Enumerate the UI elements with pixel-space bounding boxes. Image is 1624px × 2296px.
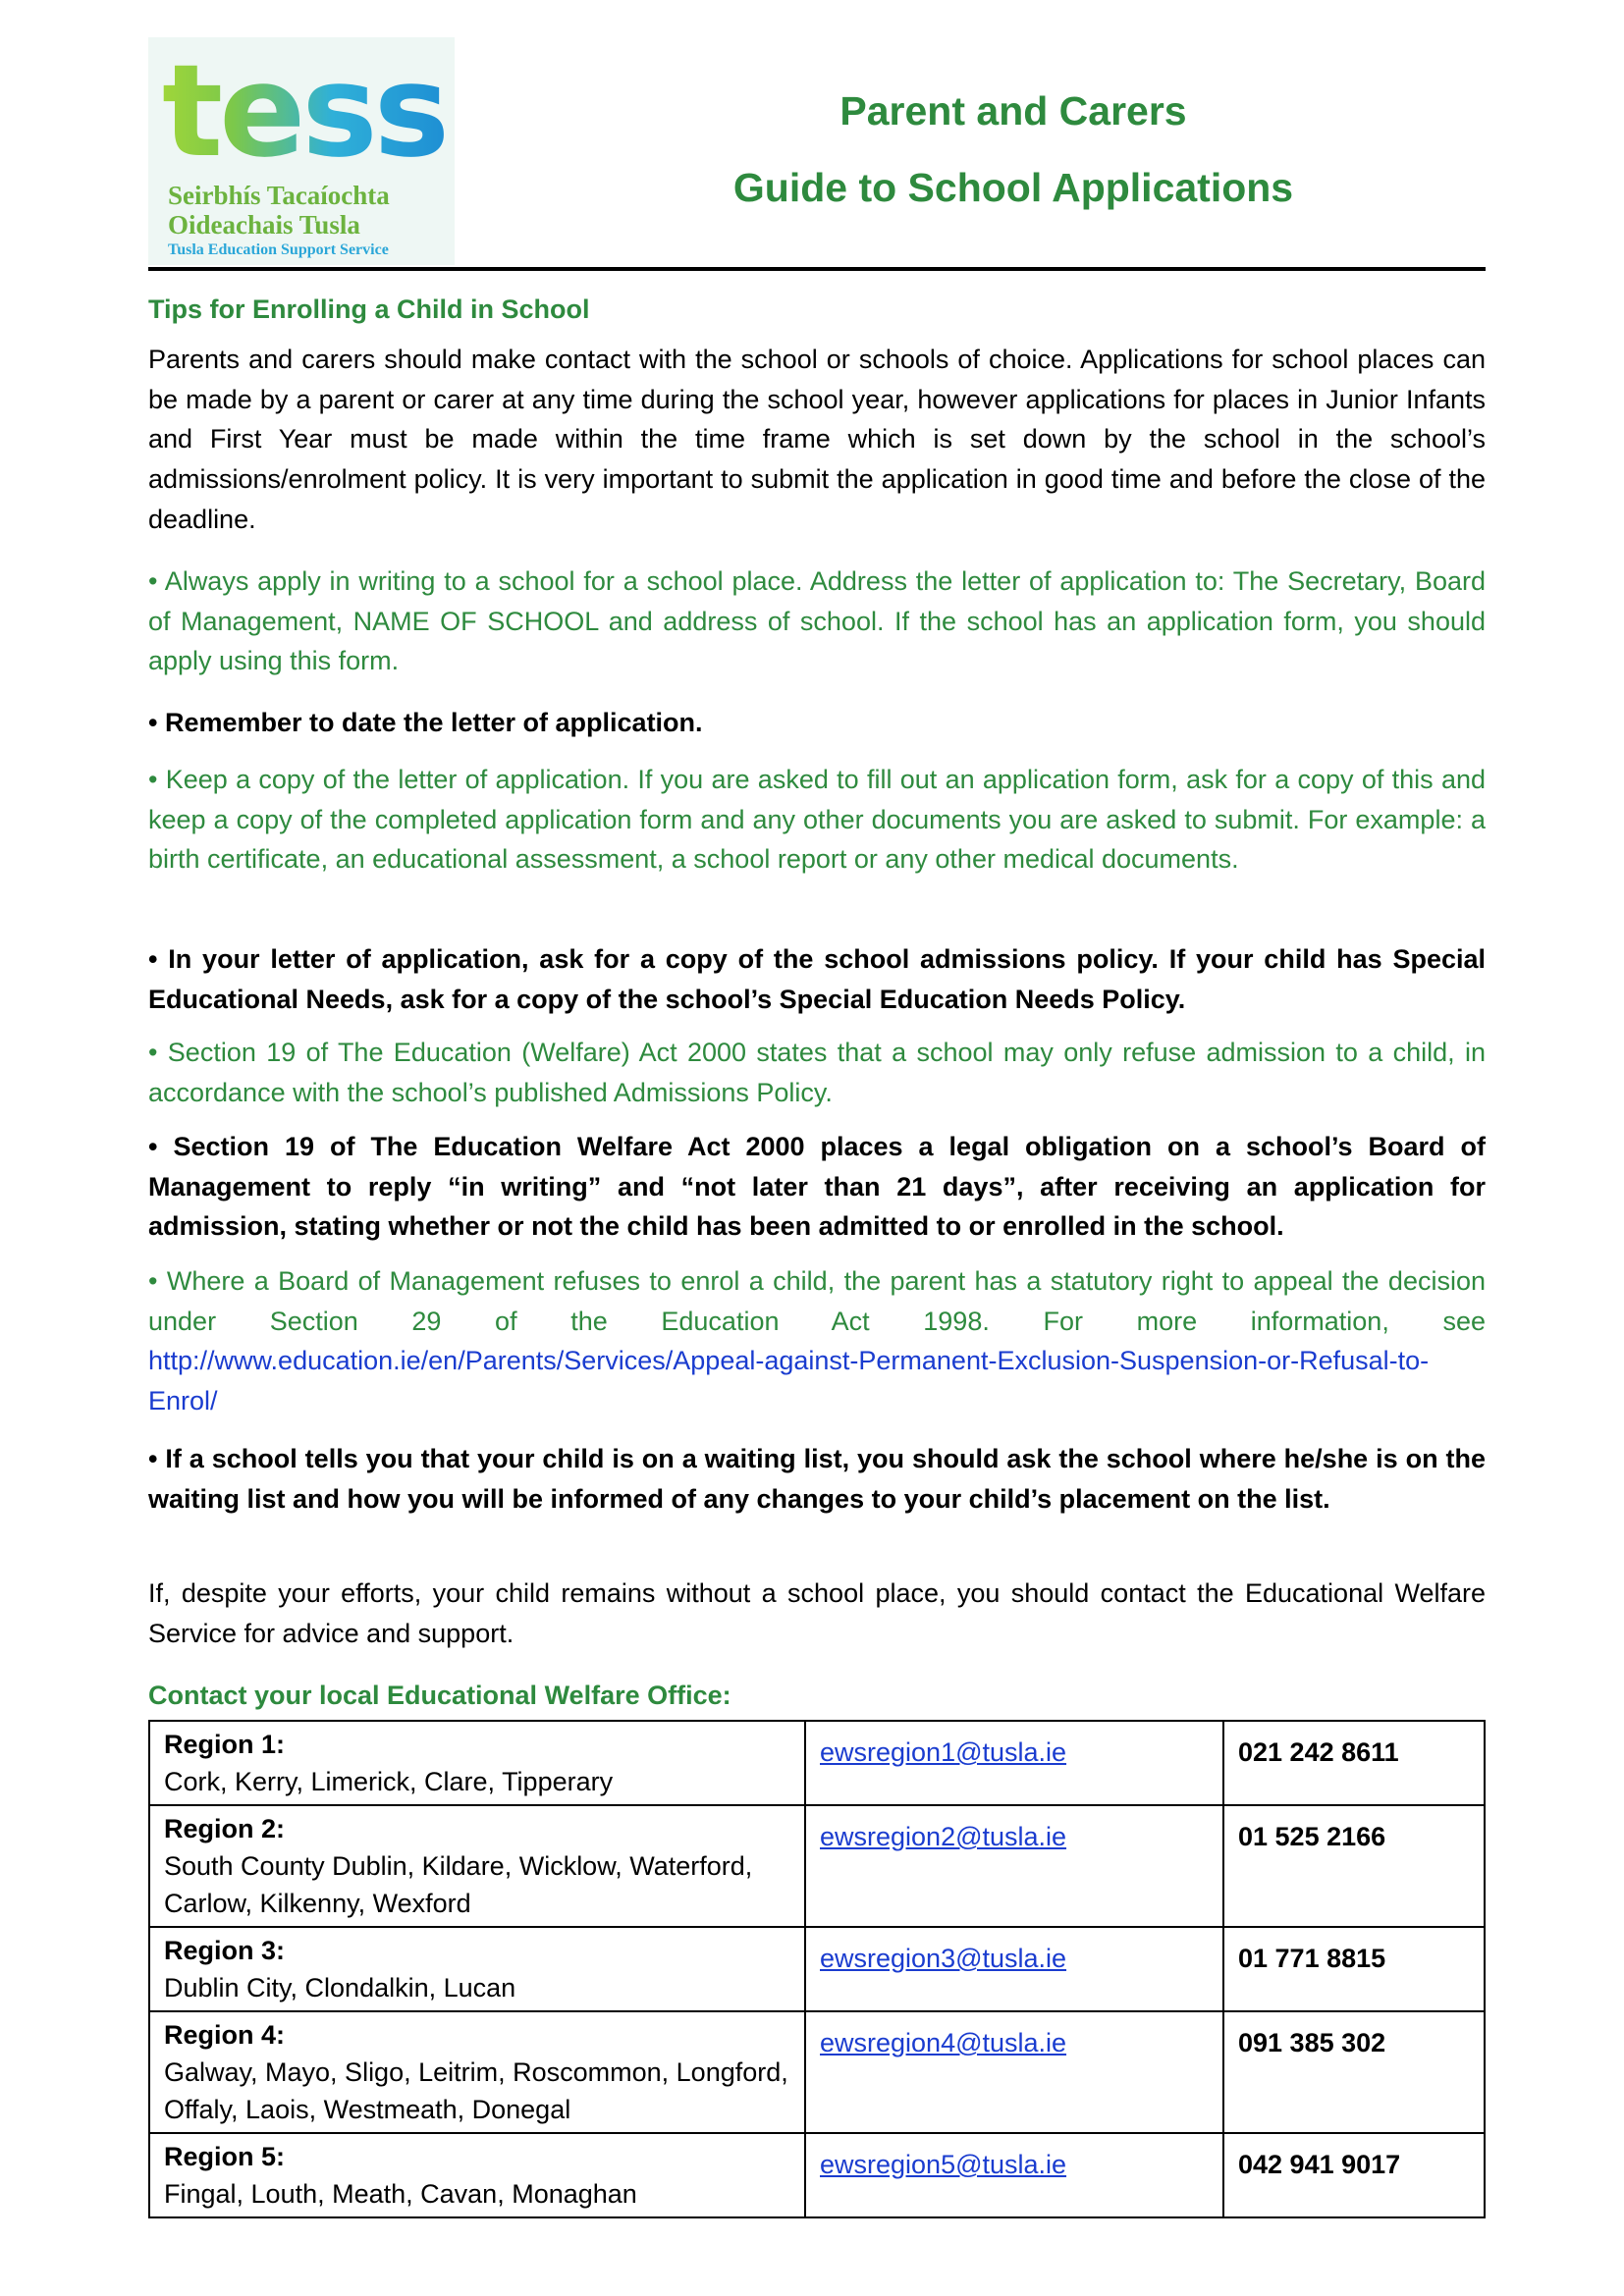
bullet-appeal-right	[148, 1261, 1486, 1421]
contacts-table	[148, 1720, 1486, 2218]
tess-logo	[148, 37, 455, 265]
logo-irish-line-1: Seirbhís Tacaíochta	[168, 181, 390, 210]
email-cell	[805, 1721, 1223, 1805]
page-title-line-1: Parent and Carers	[839, 88, 1187, 133]
intro-paragraph: Parents and carers should make contact with the school or schools of choice. Applications for school places can be made by a parent or carer at any time during the school year, however applications for places in Junior Infants and First Year must be made within the time frame which is set down by the school in the school’s admissions/enrolment policy. It is very important to submit the application in good time and before the close of the deadline.	[148, 345, 1486, 534]
logo-irish-line-2: Oideachais Tusla	[168, 210, 360, 240]
region-cell	[149, 1805, 805, 1927]
region-phone: 021 242 8611	[1223, 1721, 1485, 1805]
bullet-waiting-list: • If a school tells you that your child is on a waiting list, you should ask the school where he/she is on the waiting list and how you will be informed of any changes to your child’s placement on the list.	[148, 1444, 1486, 1514]
bullet-admissions-policy: • In your letter of application, ask for a copy of the school admissions policy. If your child has Special Educational Needs, ask for a copy of the school’s Special Education Needs Policy.	[148, 944, 1486, 1014]
table-row	[149, 1805, 1485, 1927]
region-cell	[149, 1927, 805, 2011]
closing-paragraph: If, despite your efforts, your child remains without a school place, you should contact the Educational Welfare Service for advice and support.	[148, 1578, 1486, 1648]
region-email-link[interactable]: ewsregion1@tusla.ie	[820, 1737, 1067, 1767]
appeal-text: • Where a Board of Management refuses to enrol a child, the parent has a statutory right to appeal the decision under Section 29 of the Education Act 1998. For more information, see	[148, 1266, 1486, 1336]
contact-heading: Contact your local Educational Welfare Office:	[148, 1681, 731, 1710]
table-row	[149, 2011, 1485, 2133]
region-name: Region 1:	[164, 1730, 286, 1759]
region-areas: Cork, Kerry, Limerick, Clare, Tipperary	[164, 1767, 614, 1796]
region-cell	[149, 2133, 805, 2217]
bullet-date-letter: • Remember to date the letter of application.	[148, 708, 703, 737]
region-areas: Galway, Mayo, Sligo, Leitrim, Roscommon, Longford, Offaly, Laois, Westmeath, Donegal	[164, 2057, 788, 2124]
region-phone: 01 525 2166	[1223, 1805, 1485, 1927]
region-phone: 042 941 9017	[1223, 2133, 1485, 2217]
header-divider	[148, 267, 1486, 271]
region-name: Region 3:	[164, 1936, 286, 1965]
region-areas: Fingal, Louth, Meath, Cavan, Monaghan	[164, 2179, 637, 2209]
document-header	[148, 37, 1486, 271]
region-phone: 091 385 302	[1223, 2011, 1485, 2133]
region-email-link[interactable]: ewsregion2@tusla.ie	[820, 1822, 1067, 1851]
bullet-section-19-obligation: • Section 19 of The Education Welfare Act 2000 places a legal obligation on a school’s Board of Management to reply “in writing” and “not later than 21 days”, after receiving an application for admission, stating whether or not the child has been admitted to or enrolled in the school.	[148, 1132, 1486, 1242]
region-email-link[interactable]: ewsregion5@tusla.ie	[820, 2150, 1067, 2179]
region-name: Region 2:	[164, 1814, 286, 1843]
table-row	[149, 2133, 1485, 2217]
table-row	[149, 1927, 1485, 2011]
region-name: Region 4:	[164, 2020, 286, 2050]
appeal-link[interactable]: http://www.education.ie/en/Parents/Services/Appeal-against-Permanent-Exclusion-Suspension-or-Refusal-to-Enrol/	[148, 1346, 1430, 1416]
bullet-keep-copy: • Keep a copy of the letter of application. If you are asked to fill out an application form, ask for a copy of this and keep a copy of the completed application form and any other documents you are asked to submit. For example: a birth certificate, an educational assessment, a school report or any other medical documents.	[148, 765, 1486, 875]
page-title-line-2: Guide to School Applications	[732, 165, 1294, 210]
region-areas: South County Dublin, Kildare, Wicklow, Waterford, Carlow, Kilkenny, Wexford	[164, 1851, 753, 1918]
bullet-section-19-refusal: • Section 19 of The Education (Welfare) Act 2000 states that a school may only refuse admission to a child, in accordance with the school’s published Admissions Policy.	[148, 1038, 1486, 1107]
email-cell	[805, 1805, 1223, 1927]
logo-english-line: Tusla Education Support Service	[168, 241, 389, 258]
region-cell	[149, 1721, 805, 1805]
bullet-apply-in-writing: • Always apply in writing to a school for a school place. Address the letter of application to: The Secretary, Board of Management, NAME OF SCHOOL and address of school. If the school has an application form, you should apply using this form.	[148, 566, 1486, 676]
region-email-link[interactable]: ewsregion3@tusla.ie	[820, 1944, 1067, 1973]
region-phone: 01 771 8815	[1223, 1927, 1485, 2011]
email-cell	[805, 1927, 1223, 2011]
region-areas: Dublin City, Clondalkin, Lucan	[164, 1973, 516, 2002]
document-page	[148, 37, 1486, 2209]
region-cell	[149, 2011, 805, 2133]
email-cell	[805, 2133, 1223, 2217]
email-cell	[805, 2011, 1223, 2133]
table-row	[149, 1721, 1485, 1805]
region-email-link[interactable]: ewsregion4@tusla.ie	[820, 2028, 1067, 2057]
tips-heading: Tips for Enrolling a Child in School	[148, 294, 590, 324]
logo-wordmark: tess	[162, 37, 447, 186]
region-name: Region 5:	[164, 2142, 286, 2171]
